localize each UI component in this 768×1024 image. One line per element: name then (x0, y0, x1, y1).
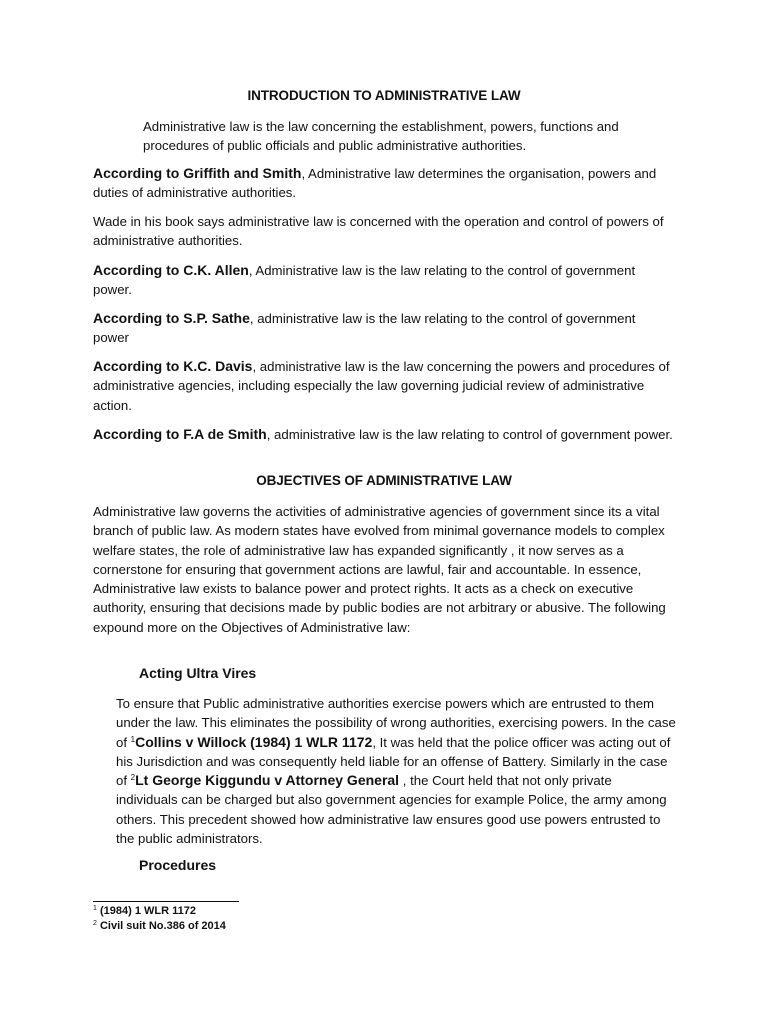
footnote-1 (93, 905, 196, 917)
definition-ck-allen (93, 261, 673, 300)
definition-author: According to Griffith and Smith (93, 165, 302, 181)
definition-fa-de-smith (93, 425, 673, 444)
ultra-vires-text: , the Court held that not only private individuals can be charged but also government agencies for example Police, the army among others. This precedent showed how administrative law ensures good use powers entrusted to the public administrators. (116, 773, 667, 847)
footnote-text: Civil suit No.386 of 2014 (96, 920, 226, 932)
definition-text: , Administrative law is the law relating to the control of government power. (93, 263, 636, 298)
objectives-heading: OBJECTIVES OF ADMINISTRATIVE LAW (256, 473, 512, 488)
footnote-text: (1984) 1 WLR 1172 (96, 905, 196, 917)
footnote-number: 1 (93, 905, 97, 912)
definition-text: , administrative law is the law relating to control of government power. (266, 427, 673, 442)
section-heading-ultra-vires: Acting Ultra Vires (139, 665, 257, 681)
definition-author: According to C.K. Allen (93, 262, 249, 278)
case-collins-v-willock: Collins v Willock (1984) 1 WLR 1172 (135, 733, 373, 750)
definition-text: , administrative law is the law concerning the powers and procedures of administrative agencies, including especially the law governing judicial review of administrative action. (93, 359, 670, 413)
definition-author: According to K.C. Davis (93, 358, 253, 374)
footnote-ref-1: 1 (130, 734, 136, 744)
ultra-vires-text: To ensure that Public administrative authorities exercise powers which are entrusted to them under the law. This eliminates the possibility of wrong authorities, exercising powers. In the case of (116, 696, 676, 750)
footnote-2 (93, 920, 226, 932)
definition-author: According to F.A de Smith (93, 426, 267, 442)
definition-wade: Wade in his book says administrative law is concerned with the operation and control of powers of administrative authorities. (93, 214, 664, 249)
definition-author: According to S.P. Sathe (93, 310, 250, 326)
definition-sp-sathe (93, 309, 673, 348)
objectives-paragraph: Administrative law governs the activities of administrative agencies of government since its a vital branch of public law. As modern states have evolved from minimal governance models to complex welfare states, the role of administrative law has expanded significantly , it now serves as a cornerstone for ensuring that government actions are lawful, fair and accountable. In essence, Administrative law exists to balance power and protect rights. It acts as a check on executive authority, ensuring that decisions made by public bodies are not arbitrary or abusive. The following expound more on the Objectives of Administrative law: (93, 504, 666, 635)
ultra-vires-paragraph (116, 694, 676, 848)
definition-text: , Administrative law determines the organisation, powers and duties of administrative authorities. (93, 166, 657, 201)
case-kiggundu-v-attorney-general: Lt George Kiggundu v Attorney General (135, 772, 400, 789)
section-heading-procedures: Procedures (139, 857, 217, 873)
page-title: INTRODUCTION TO ADMINISTRATIVE LAW (247, 88, 521, 103)
definition-text: , administrative law is the law relating to the control of government power (93, 311, 636, 346)
footnote-ref-2: 2 (130, 773, 136, 783)
footnote-number: 2 (93, 920, 97, 927)
definition-griffith-smith (93, 164, 673, 203)
footnote-divider (93, 901, 239, 902)
intro-paragraph: Administrative law is the law concerning the establishment, powers, functions and procedures of public officials and public administrative authorities. (143, 119, 619, 154)
ultra-vires-text: , It was held that the police officer was acting out of his Jurisdiction and was consequently held liable for an offense of Battery. Similarly in the case of (116, 734, 671, 789)
definition-kc-davis (93, 357, 673, 415)
